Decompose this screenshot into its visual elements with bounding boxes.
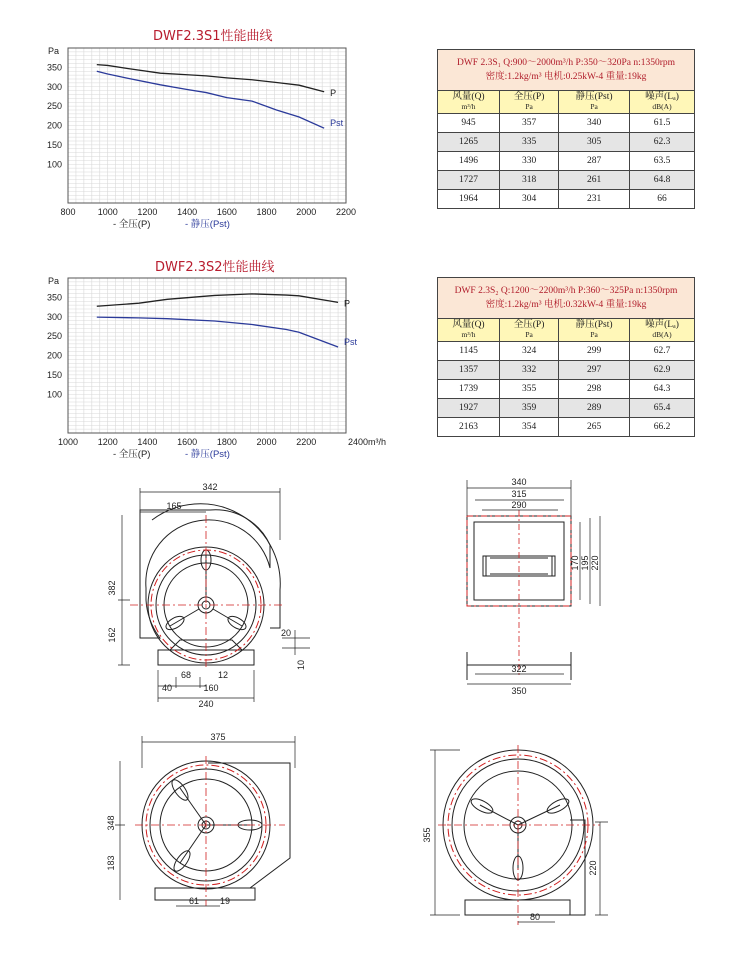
dim-382: 382 xyxy=(107,580,117,596)
dim-375: 375 xyxy=(210,732,226,742)
legend-total-pressure: - 全压(P) xyxy=(113,219,151,230)
table-header-line-2: 密度:1.2kg/m³ 电机:0.25kW-4 重量:19kg xyxy=(485,72,647,82)
column-header: 噪声(Lₐ) dB(A) xyxy=(630,91,695,114)
right-view-drawing xyxy=(420,740,620,930)
column-unit: m³/h xyxy=(461,102,476,111)
table-cell: 1496 xyxy=(438,152,500,171)
side-view-drawing xyxy=(440,470,620,705)
x-unit-label: 2400m³/h xyxy=(348,437,387,447)
x-tick-label: 1000 xyxy=(57,437,79,447)
y-tick-label: 150 xyxy=(46,139,62,150)
legend-static-pressure: - 静压(Pst) xyxy=(185,449,230,460)
table-row xyxy=(438,171,695,190)
table-cell: 1265 xyxy=(438,133,500,152)
table-header xyxy=(438,278,695,319)
dim-220-right: 220 xyxy=(588,860,598,876)
table-cell: 359 xyxy=(500,399,559,418)
table-row xyxy=(438,380,695,399)
table-cell: 66 xyxy=(630,190,695,209)
column-header: 风量(Q) m³/h xyxy=(438,91,500,114)
y-tick-label: 250 xyxy=(46,101,62,112)
spec-table-1 xyxy=(437,49,695,209)
dim-170: 170 xyxy=(570,555,580,571)
table-cell: 298 xyxy=(559,380,630,399)
table-cell: 340 xyxy=(559,114,630,133)
dim-290: 290 xyxy=(511,500,527,510)
dim-240: 240 xyxy=(198,699,214,709)
y-tick-label: 200 xyxy=(46,120,62,131)
dim-165: 165 xyxy=(166,501,182,511)
x-tick-label: 1600 xyxy=(177,437,198,447)
table-cell: 231 xyxy=(559,190,630,209)
table-cell: 265 xyxy=(559,418,630,437)
table-header-line-1: DWF 2.3S₂ Q:1200～2200m³/h P:360～325Pa n:1350rpm xyxy=(454,286,678,296)
y-tick-label: 300 xyxy=(46,311,62,322)
table-cell: 1927 xyxy=(438,399,500,418)
dim-12: 12 xyxy=(217,670,229,680)
table-cell: 261 xyxy=(559,171,630,190)
table-cell: 330 xyxy=(500,152,559,171)
y-unit-label: Pa xyxy=(48,276,60,286)
table-cell: 357 xyxy=(500,114,559,133)
table-cell: 289 xyxy=(559,399,630,418)
column-header: 全压(P) Pa xyxy=(500,319,559,342)
table-cell: 324 xyxy=(500,342,559,361)
series-label-p: P xyxy=(344,298,351,309)
table-cell: 64.8 xyxy=(630,171,695,190)
column-unit: Pa xyxy=(525,102,533,111)
table-header-line-1: DWF 2.3S₁ Q:900～2000m³/h P:350～320Pa n:1350rpm xyxy=(456,58,676,68)
table-cell: 1739 xyxy=(438,380,500,399)
chart-2-title: DWF2.3S2性能曲线 xyxy=(155,260,275,275)
table-header xyxy=(438,50,695,91)
y-tick-label: 300 xyxy=(46,81,62,92)
table-cell: 945 xyxy=(438,114,500,133)
table-row xyxy=(438,152,695,171)
table-row xyxy=(438,342,695,361)
x-tick-label: 1800 xyxy=(216,437,237,447)
column-unit: Pa xyxy=(525,330,533,339)
y-tick-label: 100 xyxy=(46,159,62,170)
table-cell: 66.2 xyxy=(630,418,695,437)
table-cell: 335 xyxy=(500,133,559,152)
y-tick-label: 150 xyxy=(46,369,62,380)
x-tick-label: 800 xyxy=(60,207,76,217)
table-cell: 2163 xyxy=(438,418,500,437)
column-header: 静压(Pst) Pa xyxy=(559,91,630,114)
front-view-drawing xyxy=(100,480,330,715)
table-cell: 354 xyxy=(500,418,559,437)
table-row xyxy=(438,133,695,152)
table-cell: 318 xyxy=(500,171,559,190)
series-label-pst: Pst xyxy=(330,118,344,129)
chart-1-title: DWF2.3S1性能曲线 xyxy=(153,29,273,44)
column-header: 风量(Q) m³/h xyxy=(438,319,500,342)
column-unit: Pa xyxy=(590,330,598,339)
series-label-p: P xyxy=(330,87,337,98)
x-tick-label: 2000 xyxy=(296,207,317,217)
column-header: 噪声(Lₐ) dB(A) xyxy=(630,319,695,342)
x-tick-label: 2200 xyxy=(335,207,357,217)
column-unit: dB(A) xyxy=(652,330,672,339)
dim-340: 340 xyxy=(511,477,527,487)
table-cell: 1727 xyxy=(438,171,500,190)
column-header: 全压(P) Pa xyxy=(500,91,559,114)
column-unit: dB(A) xyxy=(652,102,672,111)
dim-19: 19 xyxy=(219,896,231,906)
dim-342: 342 xyxy=(202,482,218,492)
column-header: 静压(Pst) Pa xyxy=(559,319,630,342)
table-row xyxy=(438,361,695,380)
x-tick-label: 1000 xyxy=(97,207,118,217)
table-cell: 61.5 xyxy=(630,114,695,133)
legend-static-pressure: - 静压(Pst) xyxy=(185,219,230,230)
series-line-p xyxy=(97,294,338,306)
table-cell: 355 xyxy=(500,380,559,399)
dim-162: 162 xyxy=(107,627,117,643)
table-cell: 65.4 xyxy=(630,399,695,418)
table-cell: 62.3 xyxy=(630,133,695,152)
table-cell: 297 xyxy=(559,361,630,380)
y-tick-label: 250 xyxy=(46,331,62,342)
chart-2 xyxy=(30,270,390,465)
y-tick-label: 350 xyxy=(46,292,62,303)
table-header-line-2: 密度:1.2kg/m³ 电机:0.32kW-4 重量:19kg xyxy=(485,300,647,310)
table-row xyxy=(438,418,695,437)
dim-20: 20 xyxy=(280,628,292,638)
x-tick-label: 2000 xyxy=(256,437,277,447)
x-tick-label: 2200 xyxy=(296,437,317,447)
series-line-p xyxy=(97,65,324,92)
table-row xyxy=(438,114,695,133)
x-tick-label: 1600 xyxy=(216,207,237,217)
legend-total-pressure: - 全压(P) xyxy=(113,449,151,460)
dim-40: 40 xyxy=(161,683,173,693)
dim-160: 160 xyxy=(203,683,219,693)
table-row xyxy=(438,190,695,209)
table-cell: 1357 xyxy=(438,361,500,380)
table-cell: 332 xyxy=(500,361,559,380)
dim-10: 10 xyxy=(296,659,306,671)
table-cell: 62.7 xyxy=(630,342,695,361)
dim-322: 322 xyxy=(511,664,527,674)
dim-80: 80 xyxy=(529,912,541,922)
dim-68: 68 xyxy=(180,670,192,680)
table-cell: 1145 xyxy=(438,342,500,361)
table-cell: 299 xyxy=(559,342,630,361)
series-line-pst xyxy=(97,71,324,128)
dim-61: 61 xyxy=(188,896,200,906)
table-cell: 304 xyxy=(500,190,559,209)
table-cell: 64.3 xyxy=(630,380,695,399)
y-unit-label: Pa xyxy=(48,46,60,56)
dim-220: 220 xyxy=(590,555,600,571)
x-tick-label: 1400 xyxy=(177,207,198,217)
table-cell: 63.5 xyxy=(630,152,695,171)
table-cell: 1964 xyxy=(438,190,500,209)
chart-1 xyxy=(30,40,360,235)
dim-315: 315 xyxy=(511,489,527,499)
x-tick-label: 1200 xyxy=(137,207,158,217)
column-unit: Pa xyxy=(590,102,598,111)
x-tick-label: 1200 xyxy=(97,437,118,447)
series-label-pst: Pst xyxy=(344,336,358,347)
table-cell: 287 xyxy=(559,152,630,171)
y-tick-label: 350 xyxy=(46,62,62,73)
x-tick-label: 1400 xyxy=(137,437,158,447)
x-tick-label: 1800 xyxy=(256,207,277,217)
table-cell: 62.9 xyxy=(630,361,695,380)
y-tick-label: 100 xyxy=(46,389,62,400)
column-unit: m³/h xyxy=(461,330,476,339)
dim-348: 348 xyxy=(106,815,116,831)
y-tick-label: 200 xyxy=(46,350,62,361)
spec-table-2 xyxy=(437,277,695,437)
dim-195: 195 xyxy=(580,555,590,571)
dim-183: 183 xyxy=(106,855,116,871)
dim-350: 350 xyxy=(511,686,527,696)
table-row xyxy=(438,399,695,418)
rear-view-drawing xyxy=(100,728,310,918)
table-cell: 305 xyxy=(559,133,630,152)
dim-355: 355 xyxy=(422,827,432,843)
